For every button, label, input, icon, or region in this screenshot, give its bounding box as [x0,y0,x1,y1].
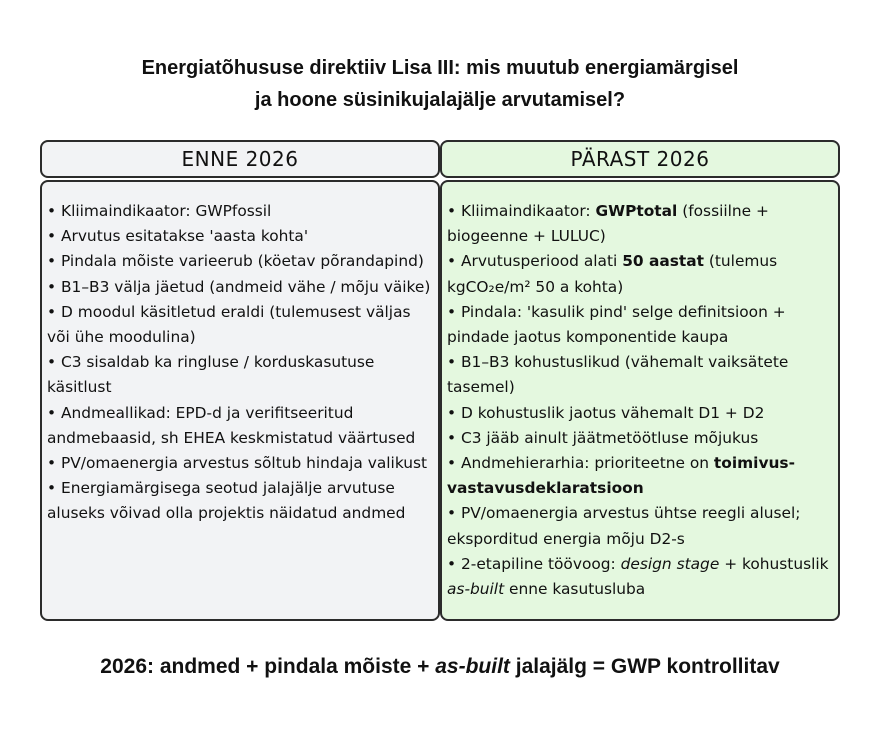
after-item-bold: 50 aastat [622,252,704,271]
after-item-text: (tulemus kgCO₂e/m² 50 a kohta) [447,252,778,296]
after-item [447,249,833,299]
before-item: • Andmeallikad: EPD-d ja verifitseeritud andmebaasid, sh EHEA keskmistatud väärtused [47,403,416,447]
before-column-header [40,140,440,178]
after-item [447,501,833,551]
footer-italic: as-built [435,655,510,678]
after-item [447,300,833,350]
footer-summary [0,655,880,679]
after-item [447,426,833,451]
before-header-label: ENNE 2026 [181,147,299,171]
after-item-text: + kohustuslik [719,554,829,573]
after-item-italic: design stage [620,554,720,573]
after-item-text: enne kasutusluba [504,580,646,599]
footer-text: jalajälg = GWP kontrollitav [509,655,780,678]
before-item: • C3 sisaldab ka ringluse / korduskasutuse käsitlust [47,353,375,397]
after-column-header [440,140,840,178]
before-item: • PV/omaenergia arvestus sõltub hindaja valikust [47,454,428,473]
after-item-bold: GWPtotal [595,202,678,220]
after-item [447,350,833,400]
page-title [0,52,880,116]
before-item: • Arvutus esitatakse 'aasta kohta' [47,227,309,246]
after-item-text: • D kohustuslik jaotus vähemalt D1 + D2 [447,403,765,422]
title-line-2: ja hoone süsinikujalajälje arvutamisel? [254,89,626,111]
after-item-text: • PV/omaenergia arvestus ühtse reegli alusel; eksporditud energia mõju D2-s [447,504,801,548]
after-item-text: • B1–B3 kohustuslikud (vähemalt vaiksätete tasemel) [447,353,789,397]
before-item: • Kliimaindikaator: GWPfossil [47,202,272,220]
after-column-body [440,180,840,621]
after-item-text: • 2-etapiline töövoog: [447,554,621,573]
after-item [447,552,833,602]
before-column-body [40,180,440,621]
after-item-text: • Andmehierarhia: prioriteetne on [447,454,714,473]
after-item [447,401,833,426]
after-item-text: • Pindala: 'kasulik pind' selge definitsioon + pindade jaotus komponentide kaupa [447,302,786,347]
after-item-text: • Kliimaindikaator: [447,202,596,220]
after-item [447,199,833,249]
before-item: • D moodul käsitletud eraldi (tulemusest väljas või ühe moodulina) [47,302,411,347]
after-item-text: • C3 jääb ainult jäätmetöötluse mõjukus [447,428,759,447]
after-header-label: PÄRAST 2026 [570,147,710,171]
after-item [447,451,833,501]
after-item-italic: as-built [447,580,505,599]
before-item: • Pindala mõiste varieerub (köetav põrandapind) [47,252,424,271]
after-item-text: • Arvutusperiood alati [447,252,623,271]
before-item: • B1–B3 välja jäetud (andmeid vähe / mõju väike) [47,277,431,296]
before-item: • Energiamärgisega seotud jalajälje arvutuse aluseks võivad olla projektis näidatud andmed [47,479,406,523]
after-item-text: (fossiilne + biogeenne + LULUC) [447,202,769,246]
title-line-1: Energiatõhususe direktiiv Lisa III: mis muutub energiamärgisel [141,57,739,79]
footer-text: 2026: andmed + pindala mõiste + [100,655,436,678]
after-item-bold: toimivus-vastavusdeklaratsioon [447,454,795,498]
